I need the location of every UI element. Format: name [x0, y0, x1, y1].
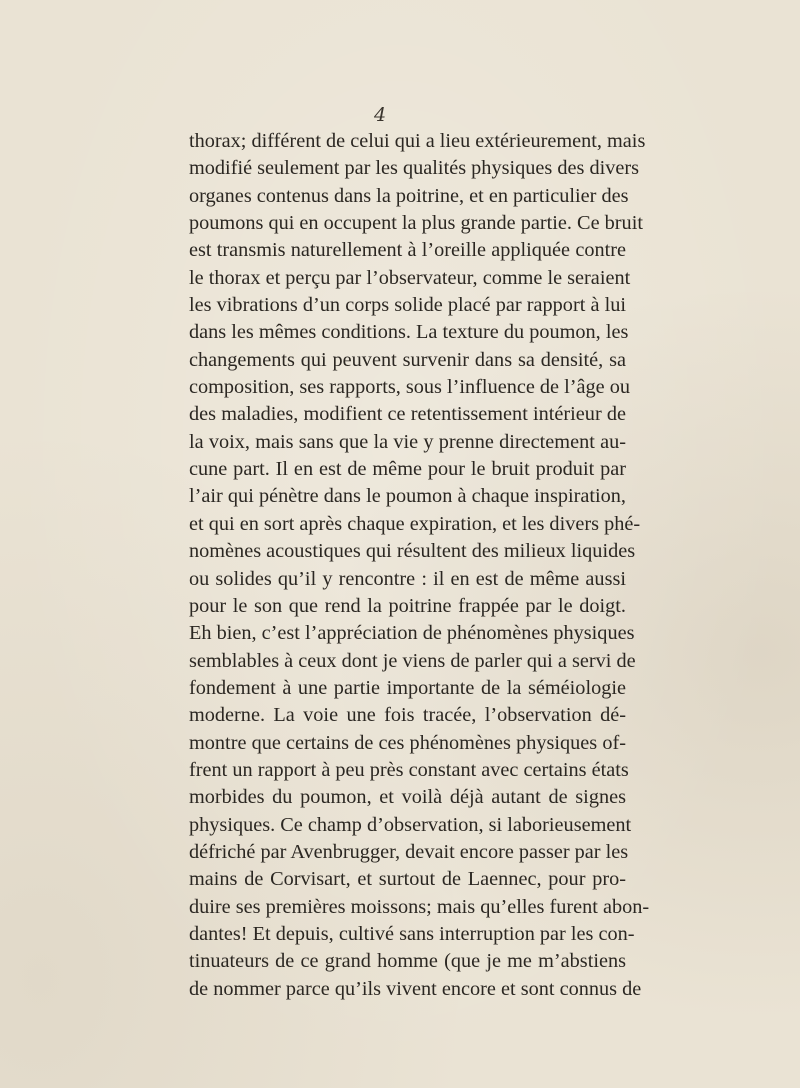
- text-line: mains de Corvisart, et surtout de Laennec, pour pro-: [189, 868, 626, 891]
- text-line: tinuateurs de ce grand homme (que je me m’abstiens: [189, 950, 626, 973]
- text-line: pour le son que rend la poitrine frappée par le doigt.: [189, 594, 626, 617]
- text-line: moderne. La voie une fois tracée, l’observation dé-: [189, 704, 626, 727]
- text-line: dans les mêmes conditions. La texture du poumon, les: [189, 321, 629, 344]
- text-line: duire ses premières moissons; mais qu’elles furent abon-: [189, 895, 650, 918]
- text-line: composition, ses rapports, sous l’influence de l’âge ou: [189, 376, 631, 399]
- text-line: morbides du poumon, et voilà déjà autant de signes: [189, 786, 626, 809]
- body-text: [189, 128, 650, 1003]
- text-line: les vibrations d’un corps solide placé par rapport à lui: [189, 294, 626, 317]
- text-line: Eh bien, c’est l’appréciation de phénomènes physiques: [189, 622, 635, 645]
- text-line: l’air qui pénètre dans le poumon à chaque inspiration,: [189, 485, 626, 508]
- text-line: nomènes acoustiques qui résultent des milieux liquides: [189, 540, 636, 563]
- text-line: défriché par Avenbrugger, devait encore passer par les: [189, 840, 629, 863]
- text-line: organes contenus dans la poitrine, et en particulier des: [189, 184, 629, 207]
- text-line: fondement à une partie importante de la séméiologie: [189, 676, 626, 699]
- text-line: est transmis naturellement à l’oreille appliquée contre: [189, 239, 626, 262]
- text-line: dantes! Et depuis, cultivé sans interruption par les con-: [189, 922, 635, 945]
- text-line: le thorax et perçu par l’observateur, comme le seraient: [189, 266, 631, 289]
- text-line: frent un rapport à peu près constant avec certains états: [189, 758, 629, 781]
- text-line: cune part. Il en est de même pour le bruit produit par: [189, 458, 626, 481]
- text-line: changements qui peuvent survenir dans sa densité, sa: [189, 348, 626, 371]
- page-number: 4: [373, 104, 387, 126]
- text-line: montre que certains de ces phénomènes physiques of-: [189, 731, 626, 754]
- text-line: thorax; différent de celui qui a lieu extérieurement, mais: [189, 130, 646, 152]
- text-line: modifié seulement par les qualités physiques des divers: [189, 157, 640, 180]
- text-line: poumons qui en occupent la plus grande partie. Ce bruit: [189, 212, 643, 235]
- text-line: de nommer parce qu’ils vivent encore et sont connus de: [189, 977, 642, 1000]
- text-line: et qui en sort après chaque expiration, et les divers phé-: [189, 512, 641, 535]
- text-line: semblables à ceux dont je viens de parler qui a servi de: [189, 649, 636, 672]
- text-line: physiques. Ce champ d’observation, si laborieusement: [189, 813, 632, 836]
- text-line: des maladies, modifient ce retentissement intérieur de: [189, 403, 626, 426]
- text-line: la voix, mais sans que la vie y prenne directement au-: [189, 430, 626, 453]
- text-line: ou solides qu’il y rencontre : il en est de même aussi: [189, 567, 626, 590]
